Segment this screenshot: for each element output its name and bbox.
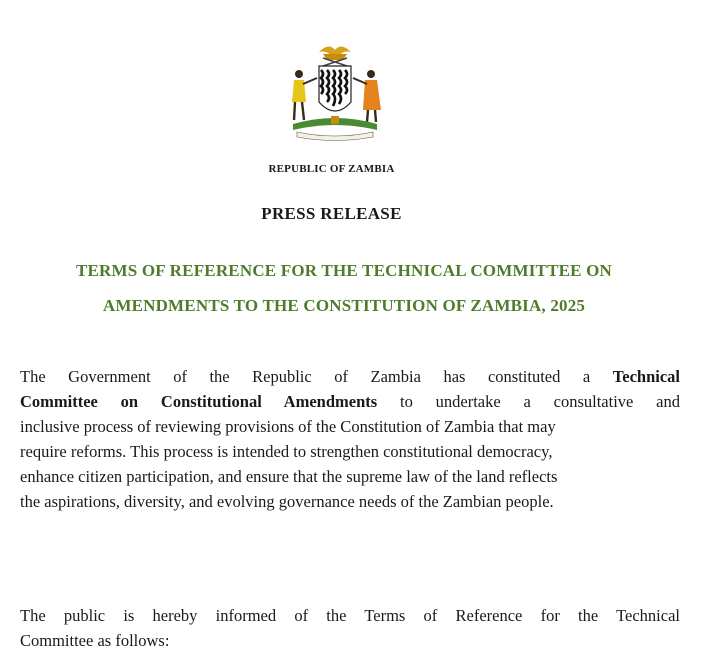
paragraph-line: require reforms. This process is intended to strengthen constitutional democracy, (20, 442, 553, 461)
country-name: REPUBLIC OF ZAMBIA (268, 163, 395, 175)
paragraph-line: enhance citizen participation, and ensure that the supreme law of the land reflects (20, 467, 558, 486)
paragraph-notice (20, 603, 720, 653)
text-run: to undertake a consultative and (377, 392, 680, 411)
text-run-bold: Technical (612, 367, 680, 386)
paragraph-intro (20, 364, 720, 514)
title-line-1: TERMS OF REFERENCE FOR THE TECHNICAL COMMITTEE ON (75, 261, 613, 280)
document-type-heading: PRESS RELEASE (261, 204, 402, 223)
text-run-bold: Committee on Constitutional Amendments (20, 392, 378, 411)
paragraph-line (20, 389, 680, 414)
paragraph-line: the aspirations, diversity, and evolving governance needs of the Zambian people. (20, 492, 554, 511)
paragraph-line: Committee as follows: (20, 631, 170, 650)
paragraph-line: The public is hereby informed of the Terms of Reference for the Technical (20, 606, 680, 625)
paragraph-line: inclusive process of reviewing provisions of the Constitution of Zambia that may (20, 417, 556, 436)
coat-of-arms-icon (279, 40, 391, 140)
paragraph-line (20, 364, 680, 389)
title-line-2: AMENDMENTS TO THE CONSTITUTION OF ZAMBIA, 2025 (102, 296, 586, 315)
text-run: The Government of the Republic of Zambia has constituted a (20, 367, 613, 386)
